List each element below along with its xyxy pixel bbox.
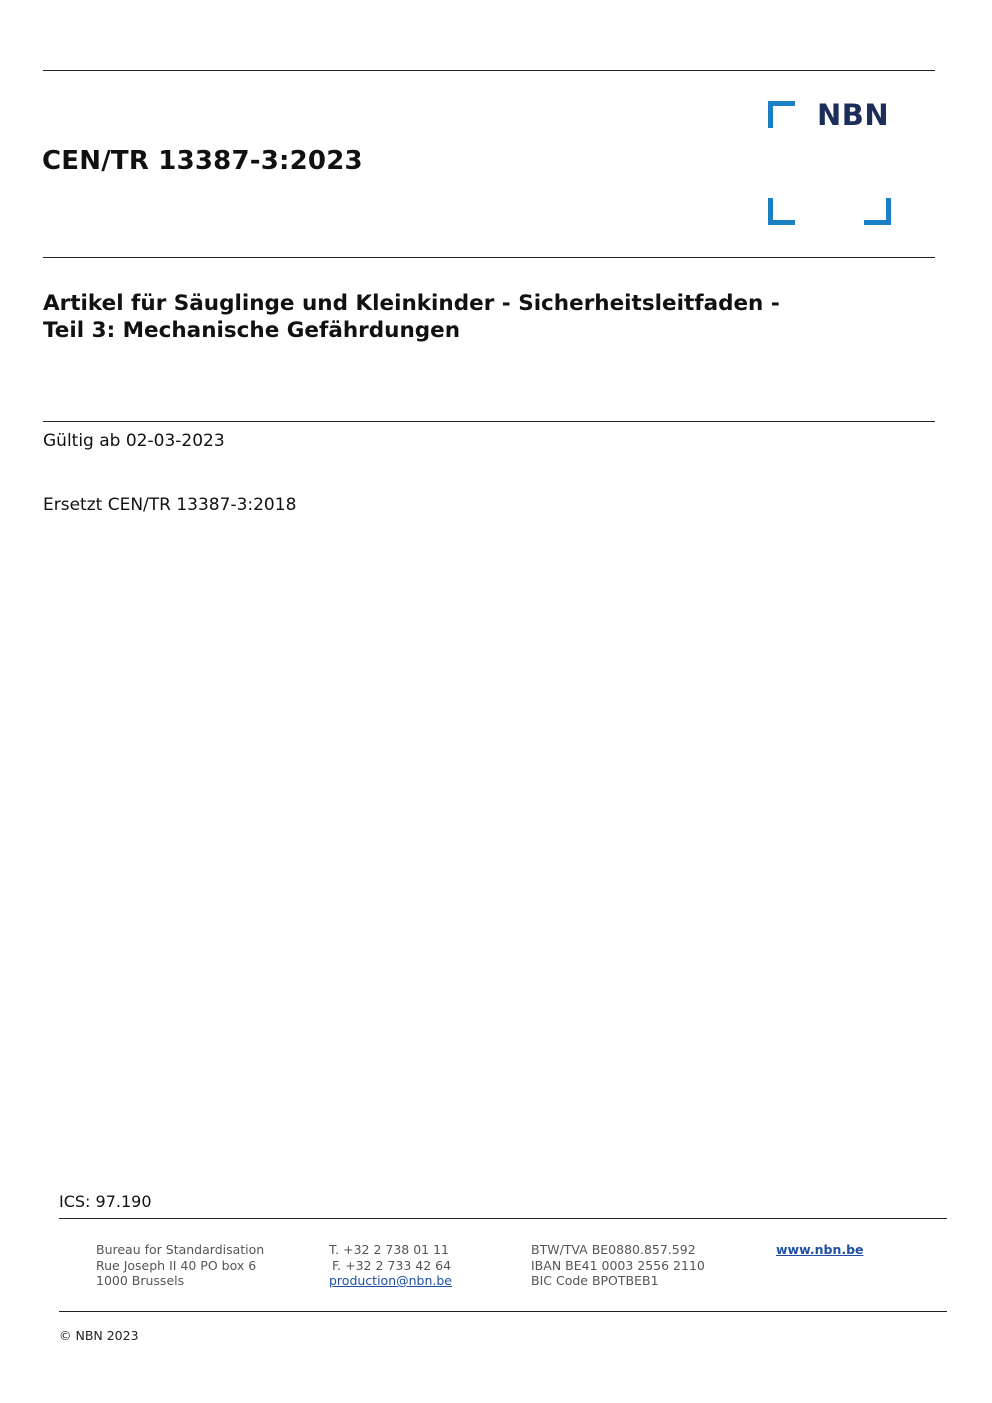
logo-wordmark: NBN (817, 98, 890, 132)
replaces-standard: Ersetzt CEN/TR 13387-3:2018 (43, 495, 297, 515)
footer-address (96, 1242, 264, 1289)
bic-code: BIC Code BPOTBEB1 (531, 1273, 659, 1288)
copyright-notice: © NBN 2023 (59, 1328, 139, 1343)
iban-number: IBAN BE41 0003 2556 2110 (531, 1257, 705, 1273)
document-code: CEN/TR 13387-3:2023 (42, 146, 363, 176)
website-link[interactable]: www.nbn.be (776, 1242, 864, 1257)
title-line-1: Artikel für Säuglinge und Kleinkinder - Sicherheitsleitfaden - (43, 291, 780, 316)
footer-banking (531, 1242, 705, 1289)
logo-corner-top-left (768, 101, 795, 128)
footer-contact (329, 1242, 452, 1289)
logo-corner-bottom-right (864, 198, 891, 225)
valid-from-date: Gültig ab 02-03-2023 (43, 431, 225, 451)
title-divider (43, 421, 935, 422)
footer-bottom-divider (59, 1311, 947, 1312)
phone-number: T. +32 2 738 01 11 (329, 1242, 449, 1257)
fax-number: F. +32 2 733 42 64 (332, 1257, 452, 1273)
document-title (43, 290, 923, 344)
header-divider (43, 257, 935, 258)
top-divider (43, 70, 935, 71)
logo-corner-bottom-left (768, 198, 795, 225)
address-line-2: Rue Joseph II 40 PO box 6 (96, 1257, 257, 1273)
address-line-3: 1000 Brussels (96, 1273, 185, 1288)
address-line-1: Bureau for Standardisation (96, 1242, 265, 1257)
email-link[interactable]: production@nbn.be (329, 1273, 452, 1288)
title-line-2: Teil 3: Mechanische Gefährdungen (43, 318, 461, 343)
vat-number: BTW/TVA BE0880.857.592 (531, 1242, 696, 1257)
footer-top-divider (59, 1218, 947, 1219)
nbn-logo (768, 100, 892, 224)
ics-code: ICS: 97.190 (59, 1192, 152, 1211)
